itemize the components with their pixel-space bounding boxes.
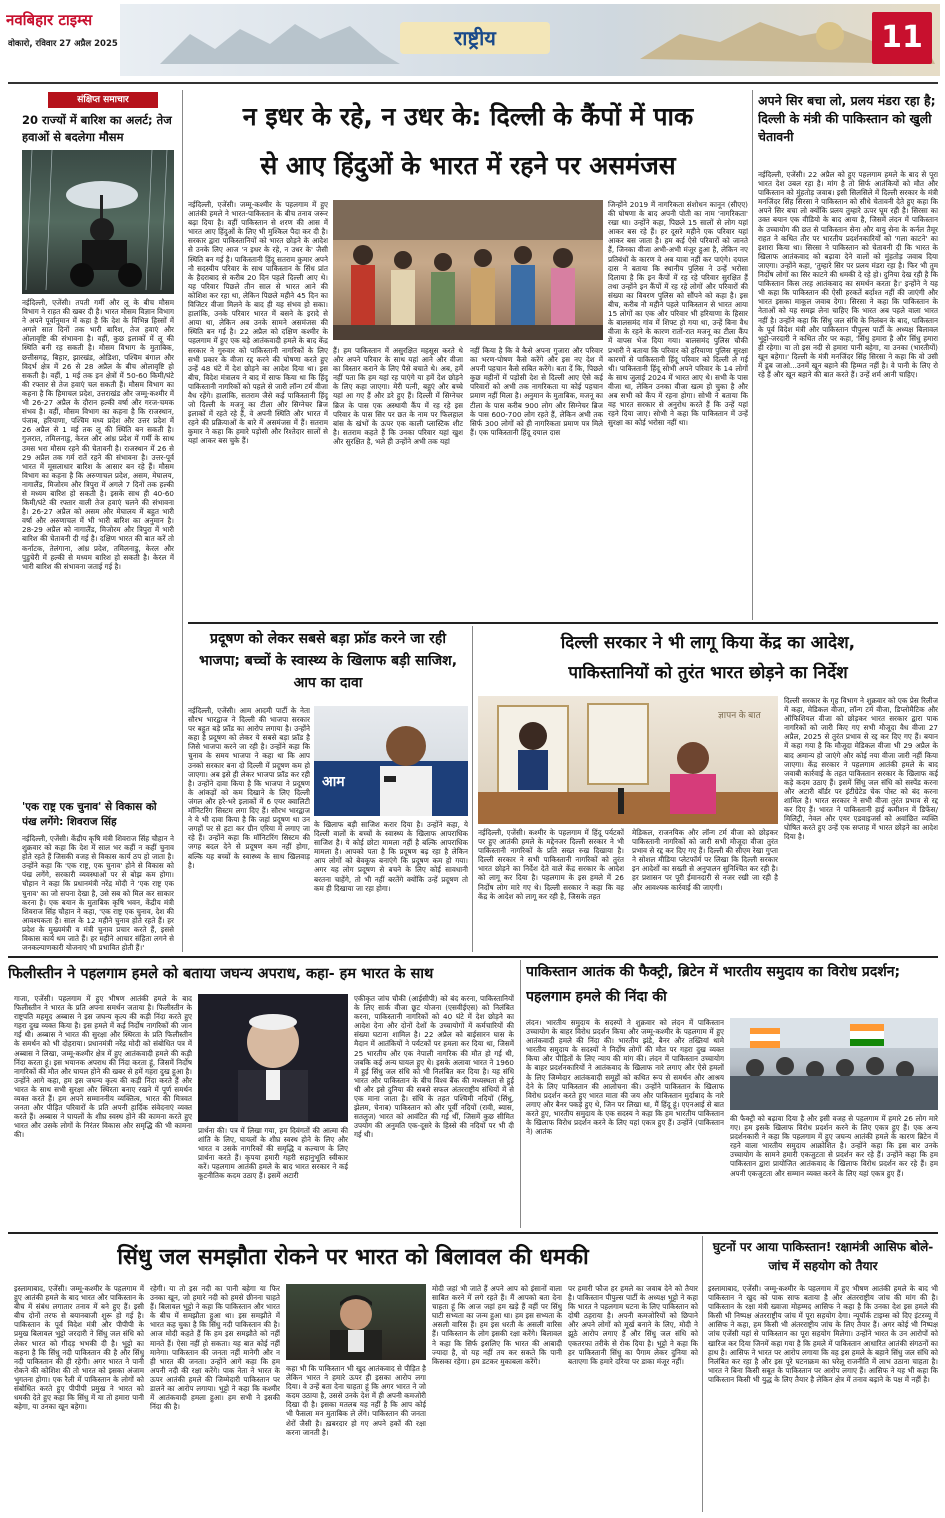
main-body-left: नईदिल्ली, एजेंसी। जम्मू-कश्मीर के पहलगाम में हुए आतंकी हमले ने भारत-पाकिस्तान के बीच तनाव जरूर बढ़ा दिया है। वहीं पाकिस्तान से शरण की आस में भारत आए हिंदुओं के लिए भी मुश्किल पैदा कर दी है। सरकार द्वारा पाकिस्तानियों को भारत छोड़ने के आदेश से उनके लिए आज 'न इधर के रहे, न उधर के' जैसी स्थिति बन गई है। पाकिस्तानी हिंदू सतराम कुमार अपने नौ सदस्यीय परिवार के साथ पाकिस्तान के सिंध प्रांत के हैदराबाद से करीब 20 दिन पहले दिल्ली आए थे। यह परिवार पिछले तीन साल से भारत आने की कोशिश कर रहा था, लेकिन पिछले महीने 45 दिन का विजिटर वीजा मिलने के बाद ही यह संभव हो सका। हालांकि, उनके परिवार भारत में बसने के इरादे से आया था, लेकिन अब उनके सामने असमंजस की स्थिति बन गई है। 22 अप्रैल को दक्षिण कश्मीर के पहलगाम में हुए एक बड़े आतंकवादी हमले के बाद केंद्र सरकार ने गुरुवार को पाकिस्तानी नागरिकों के लिए सभी प्रकार के वीजा रद्द करने की घोषणा करते हुए उन्हें 48 घंटे में देश छोड़ने का आदेश दिया था। इस बीच, विदेश मंत्रालय ने बाद में साफ किया था कि हिंदू पाकिस्तानी नागरिकों को पहले से जारी लॉन्ग टर्म वीजा वैध रहेंगे। हालांकि, सतराम जैसे कई पाकिस्तानी हिंदू जो दिल्ली के मजनू का टीला और सिग्नेचर ब्रिज इलाकों में रहते रहे हैं, वे अपनी स्थिति और भारत में रहने की प्रक्रियाओं के बारे में असमंजस में हैं। सतराम कुमार ने कहा कि हमारे पड़ोसी और रिश्तेदार सालों से यहां आकर बस चुके हैं। <box>188 200 328 446</box>
main-headline <box>188 92 748 192</box>
right-col-divider <box>752 90 753 620</box>
right-story1-body: नईदिल्ली, एजेंसी। 22 अप्रैल को हुए पहलगाम हमले के बाद से पूरा भारत देश उबल रहा है। मांग है तो सिर्फ आतंकियों को मौत और पाकिस्तान को मुंहतोड़ जवाब। इसी सिलसिले में दिल्ली सरकार के मंत्री मनजिंदर सिंह सिरसा ने पाकिस्तान को सीधे चेतावनी देते हुए कहा कि अपने सिर बचा लो क्योंकि प्रलय तुम्हारे ऊपर घूम रही है। सिरसा का उक्त बयान एक वीडियो के बाद आया है, जिसमें लंदन में पाकिस्तान के उच्चायोग की छत से पाकिस्तान सेना और वायु सेना के कर्नल तैमूर राहत ने कथित तौर पर भारतीय प्रदर्शनकारियों को 'गला काटने' का इशारा किया था। सिरसा ने पाकिस्तान को चेतावनी दी कि भारत के खिलाफ आतंकवाद को बढ़ावा देने वालों को मुंहतोड़ जवाब दिया जाएगा। उन्होंने कहा, 'तुम्हारे सिर पर प्रलय मंडरा रहा है। फिर भी तुम निर्दोष लोगों का सिर काटने की धमकी दे रहे हो। दुनिया देख रही है कि पाकिस्तान किस तरह आतंकवाद का समर्थन करता है।' इन्होंने ने यह भी कहा कि पाकिस्तान की ऐसी हरकतें बर्दाश्त नहीं की जाएंगी और भारत इसका माकूल जवाब देगा। सिरसा ने कहा कि पाकिस्तान के नेताओं को यह समझ लेना चाहिए कि भारत अब पहले वाला भारत नहीं है। उन्होंने कहा कि सिंधु जल संधि के निलंबन के बाद, पाकिस्तान के पूर्व विदेश मंत्री और पाकिस्तान पीपुल्स पार्टी के अध्यक्ष बिलावल भुट्टो-जरदारी ने कथित तौर पर कहा, 'सिंधु हमारा है और सिंधु हमारा ही रहेगा। या तो इस नदी से हमारा पानी बहेगा, या उनका (भारतीयों) खून बहेगा।' दिल्ली के मंत्री मनजिंदर सिंह सिरसा ने कहा कि वो उसी में डूब जाओ...उनमें खून बहाने की हिम्मत नहीं है। वे पानी के लिए रो रहे हैं और खून बहाने की बात करते हैं। उन्हें शर्म आनी चाहिए। <box>758 170 938 380</box>
indus-headline: सिंधु जल समझौता रोकने पर भारत को बिलावल की धमकी <box>117 1245 589 1270</box>
asif-headline: घुटनों पर आया पाकिस्तान! रक्षामंत्री आसिफ बोले-जांच में सहयोग को तैयार <box>712 1240 934 1273</box>
pollution-headline: प्रदूषण को लेकर सबसे बड़ा फ्रॉड करने जा रही भाजपा; बच्चों के स्वास्थ्य के खिलाफ बड़ी साजिश, आप का दावा <box>198 631 458 691</box>
section-title: राष्ट्रीय <box>454 26 496 50</box>
camp-family-photo <box>333 200 603 340</box>
h-rule-3 <box>8 1232 938 1234</box>
palestine-body-right: एकीकृत जांच चौकी (आईसीपी) को बंद करना, पाकिस्तानियों के लिए सार्क वीजा छूट योजना (एसवीईएस) को निलंबित करना, पाकिस्तानी नागरिकों को 40 घंटे में देश छोड़ने का आदेश देना और दोनों देशों के उच्चायोगों में कर्मचारियों की संख्या घटाना शामिल है। 22 अप्रैल को बाईसारन घास के मैदान में आतंकियों ने पर्यटकों पर हमला कर दिया था, जिसमें 25 भारतीय और एक नेपाली नागरिक की मौत हो गई थी, जबकि कई अन्य घायल हुए थे। इसके अलावा भारत ने 1960 में हुई सिंधु जल संधि को भी निलंबित कर दिया है। यह संधि भारत और पाकिस्तान के बीच विश्व बैंक की मध्यस्थता से हुई थी और इसे दुनिया की सबसे सफल अंतरराष्ट्रीय संधियों में से एक माना जाता है। संधि के तहत पश्चिमी नदियों (सिंधु, झेलम, चेनाब) पाकिस्तान को और पूर्वी नदियों (रावी, ब्यास, सतलुज) भारत को आवंटित की गई थीं, जिसमें कुछ सीमित उपयोग की अनुमति एक-दूसरे के हिस्से की नदियों पर भी दी गई थी। <box>354 994 514 1140</box>
section-band <box>400 22 550 54</box>
pollution-body2: के खिलाफ बड़ी साजिश करार दिया है। उन्होंने कहा, ये दिल्ली वालों के बच्चों के स्वास्थ्य के खिलाफ आपराधिक साजिश है। ये कोई छोटा मामला नहीं है बल्कि आपराधिक मामला है। आपको पता है कि प्रदूषण बढ़ रहा है लेकिन आप लोगों को बेवकूफ बनाएंगे कि प्रदूषण कम हो गया। अगर यह लोग प्रदूषण से बचने के लिए कोई सावधानी बरतना चाहेंगे, तो भी नहीं बरतेंगे क्योंकि उन्हें प्रदूषण तो कम ही दिखाया जा रहा होगा। <box>314 820 468 893</box>
main-headline-line1: न इधर के रहे, न उधर के: दिल्ली के कैंपों में पाक <box>242 102 694 131</box>
paper-name: नवबिहार टाइम्स <box>6 11 93 29</box>
palestine-body-mid: प्रार्थना की। पत्र में लिखा गया, हम दिवंगतों की आत्मा की शांति के लिए, घायलों के शीघ्र स्वस्थ होने के लिए और भारत व उसके नागरिकों की समृद्धि व कल्याण के लिए प्रार्थना करते हैं। कृपया हमारी गहरी सहानुभूति स्वीकार करें। पहलगाम आतंकी हमले के बाद भारत सरकार ने कई कूटनीतिक कदम उठाए हैं। इसमें अटारी <box>198 1126 348 1181</box>
uk-body-left: लंदन। भारतीय समुदाय के सदस्यों ने शुक्रवार को लंदन में पाकिस्तान उच्चायोग के बाहर विरोध प्रदर्शन किया और जम्मू-कश्मीर के पहलगाम में हुए आतंकवादी हमले की निंदा की। भारतीय झंडे, बैनर और तख्तियां थामे भारतीय समुदाय के सदस्यों ने निर्दोष लोगों की मौत पर गहरा दुख व्यक्त किया और पीड़ितों के लिए न्याय की मांग की। लंदन में पाकिस्तान उच्चायोग के बाहर प्रदर्शनकारियों ने आतंकवाद के खिलाफ नारे लगाए और ऐसे हमलों के लिए जिम्मेदार आतंकवादी समूहों को कथित रूप से समर्थन और आश्रय देने के लिए पाकिस्तान की आलोचना की। उन्होंने पाकिस्तान के खिलाफ विरोध प्रदर्शन करते हुए भारत माता की जय और पाकिस्तान मुर्दाबाद के नारे लगाए और बैनर पकड़े हुए थे, जिन पर लिखा था, मैं हिंदू हूं। एएनआई से बात करते हुए, भारतीय समुदाय के एक सदस्य ने कहा कि हम भारतीय पाकिस्तान के खिलाफ विरोध प्रदर्शन करने के लिए यहां एकत्र हुए हैं। उन्होंने (पाकिस्तान ने) आतंक <box>526 1018 724 1137</box>
aap-banner-text: आम <box>322 773 345 789</box>
mahmoud-abbas-photo <box>198 994 348 1122</box>
v-rule-palestine <box>520 960 521 1228</box>
sidebar-divider <box>182 90 183 952</box>
bilawal-bhutto-photo <box>286 1284 426 1360</box>
expel-body-right: दिल्ली सरकार के गृह विभाग ने शुक्रवार को एक प्रेस रिलीज में कहा, मेडिकल वीजा, लॉन्ग टर्म वीजा, डिप्लोमैटिक और ऑफिशियल वीजा को छोड़कर भारत सरकार द्वारा पाक नागरिकों को जारी किए गए सभी मौजूदा वैध वीजा 27 अप्रैल, 2025 से तुरंत प्रभाव से रद्द कर दिए गए हैं। बयान में कहा गया है कि मौजूदा मेडिकल वीजा भी 29 अप्रैल के बाद अमान्य हो जाएंगे और कोई नया वीजा जारी नहीं किया जाएगा। केंद्र सरकार ने पहलगाम आतंकी हमले के बाद जवाबी कार्रवाई के तहत पाकिस्तान सरकार के खिलाफ कई कड़े कदम उठाए हैं। इसमें सिंधु जल संधि को सस्पेंड करना और अटारी बॉर्डर पर इंटीग्रेटेड चेक पोस्ट को बंद करना शामिल है। भारत सरकार ने सभी वीजा तुरंत प्रभाव से रद्द कर दिए हैं। भारत ने पाकिस्तानी हाई कमीशन में डिफेंस/मिलिट्री, नेवल और एयर एडवाइजर्स को अवांछित व्यक्ति घोषित करते हुए उन्हें एक सप्ताह में भारत छोड़ने का आदेश दिया है। <box>784 696 938 842</box>
indus-body5: पर हमारी फौज हर हमले का जवाब देने को तैयार है। पाकिस्तान पीपुल्स पार्टी के अध्यक्ष भुट्टो ने कहा कि भारत ने पहलगाम घटना के लिए पाकिस्तान को दोषी ठहराया है। अपनी कमजोरियों को छिपाने और अपने लोगों को मूर्ख बनाने के लिए, मोदी ने झूठे आरोप लगाए हैं और सिंधु जल संधि को एकतरफा तरीके से रोक दिया है। भुट्टो ने कहा कि हर पाकिस्तानी सिंधु का पैगाम लेकर दुनिया को बताएगा कि हमारे दरिया पर डाका मंजूर नहीं। <box>568 1284 698 1366</box>
masthead-rule <box>8 82 938 84</box>
pollution-body: नईदिल्ली, एजेंसी। आम आदमी पार्टी के नेता सौरभ भारद्वाज ने दिल्ली की भाजपा सरकार पर बहुत बड़े फ्रॉड का आरोप लगाया है। उन्होंने कहा है प्रदूषण को लेकर ये सबसे बड़ा फ्रॉड है जिसे भाजपा करने जा रही है। उन्होंने कहा कि चुनाव के समय भाजपा ने कहा था कि आप उनको सरकार बना दो दिल्ली में प्रदूषण कम हो जाएगा। अब इसे ही लेकर भाजपा फ्रॉड कर रही है। उन्होंने दावा किया है कि भाजपा ने प्रदूषण के आंकड़ों को कम दिखाने के लिए दिल्ली जंगल और हरे-भरे इलाकों में 6 एयर क्वालिटी मॉनिटरिंग सिस्टम लगा दिए हैं। सौरभ भारद्वाज ने ये भी दावा किया है कि जहां प्रदूषण था उन जगहों पर से हटा कर ग्रीन एरिया में लगाए जा रहे हैं। उन्होंने कहा कि मॉनिटरिंग सिस्टम की जगह बदल देने से प्रदूषण कम नहीं होगा, बल्कि यह बच्चों के स्वास्थ्य के साथ खिलवाड़ है। <box>188 706 310 870</box>
main-body-mid2: नहीं किया है कि वे कैसे अपना गुजारा और परिवार का भरण-पोषण कैसे करेंगे और इस नए देश में अपनी पहचान कैसे सबित करेंगे। बता दें कि, पिछले कुछ महीनों में पड़ोसी देश से दिल्ली आए ऐसे कई परिवारों को अभी तक नागरिकता या कोई पहचान प्रमाण नहीं मिला है। अनुमान के मुताबिक, मजनू का टीला के पास करीब 900 लोग और सिग्नेचर ब्रिज के पास 600-700 लोग रहते हैं, लेकिन अभी तक सिर्फ 300 लोगों को ही नागरिकता प्रमाण पत्र मिले हैं। एक पाकिस्तानी हिंदू दयाल दास <box>470 346 603 437</box>
indus-body3: कहा भी कि पाकिस्तान भी खुद आतंकवाद से पीड़ित है लेकिन भारत ने हमारे ऊपर ही इसका आरोप लगा दिया। वे उन्हें बता देना चाहता हूं कि अगर भारत ने जो कदम उठाया है, उससे उनके देश में ही अपनी कमजोरी दिखा दी है। इसका मतलब यह नहीं है कि आप कोई भी फैसला मन मुताबिक ले लेंगे। पाकिस्तान की जनता शेरों जैसी है। ख़बरदार हो गए अपने हकों की रक्षा करना जानती है। <box>286 1364 426 1437</box>
v-rule-indus <box>702 1236 703 1512</box>
uk-headline: पाकिस्तान आतंक की फैक्ट्री, ब्रिटेन में भारतीय समुदाय का विरोध प्रदर्शन; पहलगाम हमले की निंदा की <box>526 964 901 1005</box>
expel-headline-line2: पाकिस्तानियों को तुरंत भारत छोड़ने का निर्देश <box>568 663 848 683</box>
sign-text: ज्ञापन के बात <box>718 710 761 720</box>
indus-body4: मोदी जहां भी जाते हैं अपने आप को इंसानों वाला साबित करने में लगे रहते हैं। मैं आपको बता देना चाहता हूं कि आज जहां हम खड़े हैं वहीं पर सिंधु घाटी सभ्यता का जन्म हुआ था। हम इस सभ्यता के असली वारिस हैं। हम इस धरती के असली वारिस हैं। पाकिस्तान के लोग इसकी रक्षा करेंगे। बिलावल ने कहा कि सिर्फ इसलिए कि भारत की आबादी ज्यादा है, वो यह नहीं तय कर सकते कि पानी किसका रहेगा। हम डटकर मुकाबला करेंगे। <box>432 1284 562 1366</box>
right-story1-headline: अपने सिर बचा लो, प्रलय मंडरा रहा है; दिल्ली के मंत्री की पाकिस्तान को खुली चेतावनी <box>758 93 936 144</box>
palestine-headline: फिलीस्तीन ने पहलगाम हमले को बताया जघन्य अपराध, कहा- हम भारत के साथ <box>8 966 434 982</box>
sidebar <box>8 90 178 952</box>
h-rule-1 <box>188 622 938 624</box>
expel-headline <box>478 628 938 692</box>
main-body-right: जिन्होंने 2019 में नागरिकता संशोधन कानून (सीएए) की घोषणा के बाद अपनी पोती का नाम 'नागरिकता' रखा था। उन्होंने कहा, पिछले 15 सालों से लोग यहां आकर बस रहे हैं। हर दूसरे महीने एक परिवार यहां आकर बस जाता है। हम कई ऐसे परिवारों को जानते हैं, जिनका वीजा अभी-अभी मंजूर हुआ है, लेकिन नए प्रतिबंधों के कारण वे अब यात्रा नहीं कर पाएंगे। दयाल दास ने बताया कि स्थानीय पुलिस ने उन्हें भरोसा दिलाया है कि इन कैंपों में रह रहे परिवार सुरक्षित हैं तथा उन्होंने इन कैंपों में रह रहे लोगों और परिवारों की संख्या का विवरण पुलिस को सौंपने को कहा है। इस बीच, करीब नौ महीने पहले पाकिस्तान से भारत आया 15 लोगों का एक और परिवार भी हरियाणा के हिसार के बालसमंद गांव में शिफ्ट हो गया था, उन्हें बिना वैध वीजा के रहने के कारण रातों-रात मजनू का टीला कैंप में वापस भेज दिया गया। बालसमंद पुलिस चौकी प्रभारी ने बताया कि परिवार को हरियाणा पुलिस सुरक्षा कारणों से पाकिस्तानी हिंदू परिवार को दिल्ली ले गई थी। पाकिस्तानी हिंदू सोभी अपने परिवार के 14 लोगों के साथ जुलाई 2024 में भारत आए थे। सभी के पास वीजा था, लेकिन उनका वीजा खत्म हो चुका है और अब सभी को कैंप में रहना होगा। सोभी ने बताया कि वह भारत सरकार से अनुरोध करते हैं कि उन्हें यहां रहने दिया जाए। सोभी ने कहा कि पाकिस्तान में उन्हें सुरक्षा का कोई भरोसा नहीं था। <box>608 200 748 428</box>
sidebar-story1-body: नईदिल्ली, एजेंसी। तपती गर्मी और लू के बीच मौसम विभाग ने राहत की खबर दी है। भारत मौसम विज्ञान विभाग ने अपने पूर्वानुमान में कहा है कि देश के विभिन्न हिस्सों में अगले सात दिनों तक भारी बारिश, तेज हवाएं और ओलावृष्टि की संभावना है। वहीं, कुछ इलाकों में लू की स्थिति बनी रह सकती है। मौसम विभाग के मुताबिक, छत्तीसगढ़, बिहार, झारखंड, ओडिशा, पश्चिम बंगाल और विदर्भ क्षेत्र में 26 से 28 अप्रैल के बीच ओलावृष्टि हो सकती है। वहीं, 1 मई तक इन क्षेत्रों में 50-60 किमी/घंटे की रफ्तार से तेज हवाएं चल सकती हैं। मौसम विभाग का कहना है कि हिमाचल प्रदेश, उत्तराखंड और जम्मू-कश्मीर में भी 26-27 अप्रैल के दौरान हल्की वर्षा और गरज-चमक संभव है। वहीं, मौसम विभाग का कहना है कि राजस्थान, पंजाब, हरियाणा, पश्चिम मध्य प्रदेश और उत्तर प्रदेश में 26 अप्रैल से 1 मई तक लू की स्थिति बन सकती है। गुजरात, तमिलनाडु, केरल और आंध्र प्रदेश में गर्मी के साथ उमस भरा मौसम रहने की चेतावनी है। राजस्थान में 26 से 29 अप्रैल तक गर्म रातें रहने की संभावना है। उत्तर-पूर्व भारत में मूसलाधार बारिश के आसार बन रहे हैं। मौसम विभाग का कहना है कि अरुणाचल प्रदेश, असम, मेघालय, नागालैंड, मिजोरम और त्रिपुरा में अगले 7 दिनों तक हल्की से मध्यम बारिश हो सकती है। इसके साथ ही 40-60 किमी/घंटे की रफ्तार वाली तेज हवाएं चलने की संभावना है। 26-27 अप्रैल को असम और मेघालय में बहुत भारी वर्षा और अरुणाचल में भी भारी बारिश का अनुमान है। 28-29 अप्रैल को नागालैंड, मिजोरम और त्रिपुरा में भारी बारिश की चेतावनी दी गई है। दक्षिण भारत की बात करें तो कर्नाटक, तेलंगाना, आंध्र प्रदेश, तमिलनाडु, केरल और पुडुचेरी में हल्की से मध्यम बारिश हो सकती है। केरल में भारी बारिश की संभावना जताई गई है। <box>22 298 174 571</box>
saurabh-bharadwaj-photo <box>314 706 468 816</box>
sidebar-story2-body: नईदिल्ली, एजेंसी। केंद्रीय कृषि मंत्री शिवराज सिंह चौहान ने शुक्रवार को कहा कि देश में साल भर कहीं न कहीं चुनाव होते रहते हैं जिसकी वजह से विकास कार्य ठप हो जाता है। उन्होंने कहा कि 'एक राष्ट्र, एक चुनाव' होने से विकास को पंख लगेंगे, सरकारी व्यवस्थाओं पर से बोझ कम होगा। चौहान ने कहा कि प्रधानमंत्री नरेंद्र मोदी ने 'एक राष्ट्र एक चुनाव' का जो सपना देखा है, उसे सब को मिल कर साकार करना है। एक बयान के मुताबिक कृषि भवन, केंद्रीय मंत्री शिवराज सिंह चौहान ने कहा, 'एक राष्ट्र एक चुनाव, देश की आवश्यकता है। साल के 12 महीने चुनाव होते रहते हैं। हर प्रदेश के मुख्यमंत्री व मंत्री चुनाव प्रचार करते हैं, इससे विकास कार्य थम जाते हैं। हर महीने आचार संहिता लगने से जनकल्याणकारी योजनाएं भी प्रभावित होती हैं।' <box>22 834 174 952</box>
palestine-body-left: गाजा, एजेंसी। पहलगाम में हुए भीषण आतंकी हमले के बाद फिलीस्तीन ने भारत के प्रति अपना समर्थन जताया है। फिलीस्तीन के राष्ट्रपति महमूद अब्बास ने इस जघन्य कृत्य की कड़ी निंदा करते हुए गहरा दुख व्यक्त किया है। इस हमले में कई निर्दोष नागरिकों की जान गई थी। अब्बास ने भारत की सुरक्षा और स्थिरता के प्रति फिलीस्तीन के समर्थन को भी दोहराया। प्रधानमंत्री नरेंद्र मोदी को संबोधित पत्र में अब्बास ने लिखा, जम्मू-कश्मीर क्षेत्र में हुए आतंकवादी हमले की कड़ी निंदा करता हूं। इस भयानक अपराध की निंदा करता हूं, जिसमें निर्दोष नागरिकों की मौत और घायल होने की खबर से हमें गहरा दुख हुआ है। उन्होंने आगे कहा, हम इस जघन्य कृत्य की कड़ी निंदा करते हैं और भारत के साथ सभी सुरक्षा और स्थिरता बनाए रखने में पूर्ण समर्थन व्यक्त करते हैं। हम अपने सम्माननीय व्यक्तित्व, भारत की मित्रवत जनता और पीड़ित परिवारों के प्रति अपनी हार्दिक संवेदनाएं व्यक्त करते हैं। अब्बास ने घायलों के शीघ्र स्वस्थ होने की कामना करते हुए भारत और उसके लोगों के निरंतर विकास और समृद्धि की भी कामना की। <box>14 994 192 1140</box>
h-rule-2 <box>8 956 938 958</box>
sidebar-story2-headline: 'एक राष्ट्र एक चुनाव' से विकास को पंख लगेंगे: शिवराज सिंह <box>22 801 157 828</box>
indus-body2: रहेगी। या तो इस नदी का पानी बहेगा या फिर उनका खून, जो हमारे नदी को हमसे छीनना चाहते हैं। बिलावल भुट्टो ने कहा कि पाकिस्तान और भारत के बीच में समझौता हुआ था। इस समझौते में भारत कह चुका है कि सिंधु नदी पाकिस्तान की है। आज मोदी कहते हैं कि हम इस समझौते को नहीं मानते हैं। ऐसा नहीं हो सकता। यह बात कोई नहीं मानेगा। पाकिस्तान की जनता नहीं मानेगी और न ही भारत की जनता। उन्होंने आगे कहा कि हम अपनी नदी की रक्षा करेंगे। पाक नेता ने भारत के ऊपर आतंकी हमले की जिम्मेदारी पाकिस्तान पर डालने का आरोप लगाया। भुट्टो ने कहा कि कश्मीर में आतंकवादी हमला हुआ। हम सभी ने इसकी निंदा की है। <box>150 1284 280 1412</box>
edition-line: वोकारो, रविवार 27 अप्रैल 2025 <box>8 39 118 49</box>
sidebar-label: संक्षिप्त समाचार <box>48 92 158 108</box>
asif-body: इस्लामाबाद, एजेंसी। जम्मू-कश्मीर के पहलगाम में हुए भीषण आतंकी हमले के बाद भी पाकिस्तान ने खुद को पाक साफ बताया है और अंतरराष्ट्रीय जांच की मांग की है। पाकिस्तान के रक्षा मंत्री ख्वाजा मोहम्मद आसिफ ने कहा है कि उनका देश इस हमले की किसी भी निष्पक्ष अंतरराष्ट्रीय जांच में पूरा सहयोग देगा। न्यूयॉर्क टाइम्स को दिए इंटरव्यू में आसिफ ने कहा, हम किसी भी अंतरराष्ट्रीय जांच के लिए तैयार हैं। अगर कोई भी निष्पक्ष जांच एजेंसी यहां से पाकिस्तान का पूरा सहयोग मिलेगा। उन्होंने भारत के उन आरोपों को खारिज कर दिया जिनमें कहा गया है कि हमले में पाकिस्तान आधारित आतंकी संगठनों का हाथ है। आसिफ ने भारत पर आरोप लगाया कि वह इस हमले के बहाने सिंधु जल संधि को निलंबित कर रहा है और इस पूरे घटनाक्रम का घरेलू राजनीति में लाभ उठाना चाहता है। भारत ने बिना किसी सबूत के पाकिस्तान पर आरोप लगाए हैं। आसिफ ने यह भी कहा कि पाकिस्तान किसी भी युद्ध के लिए तैयार है लेकिन क्षेत्र में तनाव बढ़ाने के पक्ष में नहीं है। <box>708 1284 938 1384</box>
london-protest-photo <box>730 1018 938 1110</box>
page-number: 11 <box>872 12 932 64</box>
main-headline-line2: से आए हिंदुओं के भारत में रहने पर असमंजस <box>260 151 676 180</box>
expel-headline-line1: दिल्ली सरकार ने भी लागू किया केंद्र का आदेश, <box>560 633 856 653</box>
sidebar-story1-headline: 20 राज्यों में बारिश का अलर्ट; तेज हवाओं से बदलेगा मौसम <box>22 113 172 144</box>
rain-photo <box>22 150 174 294</box>
uk-body-right: की फैक्ट्री को बढ़ावा दिया है और इसी वजह से पहलगाम में हमारे 26 लोग मारे गए। हम इसके खिलाफ विरोध प्रदर्शन करने के लिए एकत्र हुए हैं। एक अन्य प्रदर्शनकारी ने कहा कि पहलगाम में हुए जघन्य आतंकी हमले के कारण ब्रिटेन में रहने वाला भारतीय समुदाय आक्रोशित है। उन्होंने कहा कि इस बार उनके उच्चायोग के सामने हमारी एकजुटता से प्रदर्शन कर रहे हैं। उन्होंने कहा कि हम पाकिस्तान द्वारा प्रायोजित आतंकवाद के खिलाफ विरोध प्रदर्शन कर रहे हैं। हम अपनी एकजुटता और सम्मान व्यक्त करने के लिए यहां एकत्र हुए हैं। <box>730 1114 938 1178</box>
expel-body-mid: मेडिकल, राजनयिक और लॉन्ग टर्म वीजा को छोड़कर पाकिस्तानी नागरिकों को जारी सभी मौजूदा वीजा तुरंत प्रभाव से रद्द कर दिए गए हैं। दिल्ली की सीएम रेखा गुप्ता ने सोशल मीडिया प्लेटफॉर्म पर लिखा कि दिल्ली सरकार इन आदेशों का सख्ती से अनुपालन सुनिश्चित कर रही है। हर प्रशासन पर पूरी ईमानदारी से नजर रखी जा रही है और आवश्यक कार्रवाई की जाएगी। <box>632 828 778 892</box>
rekha-gupta-photo <box>478 696 778 824</box>
main-body-mid: हैं। हम पाकिस्तान में असुरक्षित महसूस करते थे और अपने परिवार के साथ यहां आने और वीजा का विस्तार कराने के लिए पैसे बचाते थे। अब, हमें नहीं पता कि हम यहां रह पाएंगे या हमें देश छोड़ने के लिए कहा जाएगा। मेरी पत्नी, बहुएं और बच्चे यहां आ गए हैं और डरे हुए हैं। दिल्ली में सिग्नेचर ब्रिज के पास एक अस्थायी कैंप में रह रहे इस परिवार के पास सिर पर छत के नाम पर फिलहाल बांस के खंभों के ऊपर एक काली प्लास्टिक शीट है। सतराम कहते हैं कि उनका परिवार यहां खुश और सुरक्षित है, भले ही उन्होंने अभी तक यहां <box>333 346 463 446</box>
expel-body-left: नईदिल्ली, एजेंसी। कश्मीर के पहलगाम में हिंदू पर्यटकों पर हुए आतंकी हमले के मद्देनजर दिल्ली सरकार ने भी पाकिस्तानी नागरिकों के प्रति सख्त रुख दिखाया है। दिल्ली सरकार ने सभी पाकिस्तानी नागरिकों को तुरंत भारत छोड़ने का निर्देश देते वाले केंद्र सरकार के आदेश को लागू कर दिया है। पहलगाम के इस हमले में 26 निर्दोष लोग मारे गए थे। दिल्ली सरकार ने कहा कि वह केंद्र के आदेश को लागू कर रही है, जिसके तहत <box>478 828 624 901</box>
v-rule-pollution <box>472 626 473 952</box>
indus-body1: इस्लामाबाद, एजेंसी। जम्मू-कश्मीर के पहलगाम में हुए आतंकी हमले के बाद भारत और पाकिस्तान के बीच में संबंध लगातार तनाव में बने हुए हैं। इसी बीच दोनों तरफ से बयानबाजी शुरू हो गई है। पाकिस्तान के पूर्व विदेश मंत्री और पीपीपी के प्रमुख बिलावल भुट्टो जरदारी ने सिंधु जल संधि को लेकर भारत को गीदड़ भभकी दी है। भुट्टो का कहना है कि सिंधु नदी पाकिस्तान की है और सिंधु नदी पाकिस्तान की ही रहेगी। अगर भारत ने पानी रोकने की कोशिश की तो भारत को इसका अंजाम भुगतना होगा। एक रैली में पाकिस्तान के लोगों को संबोधित करते हुए पीपीपी प्रमुख ने भारत को धमकी देते हुए कहा कि सिंधु में या तो हमारा पानी बहेगा, या उनका खून बहेगा। <box>14 1284 144 1412</box>
masthead <box>0 0 945 80</box>
